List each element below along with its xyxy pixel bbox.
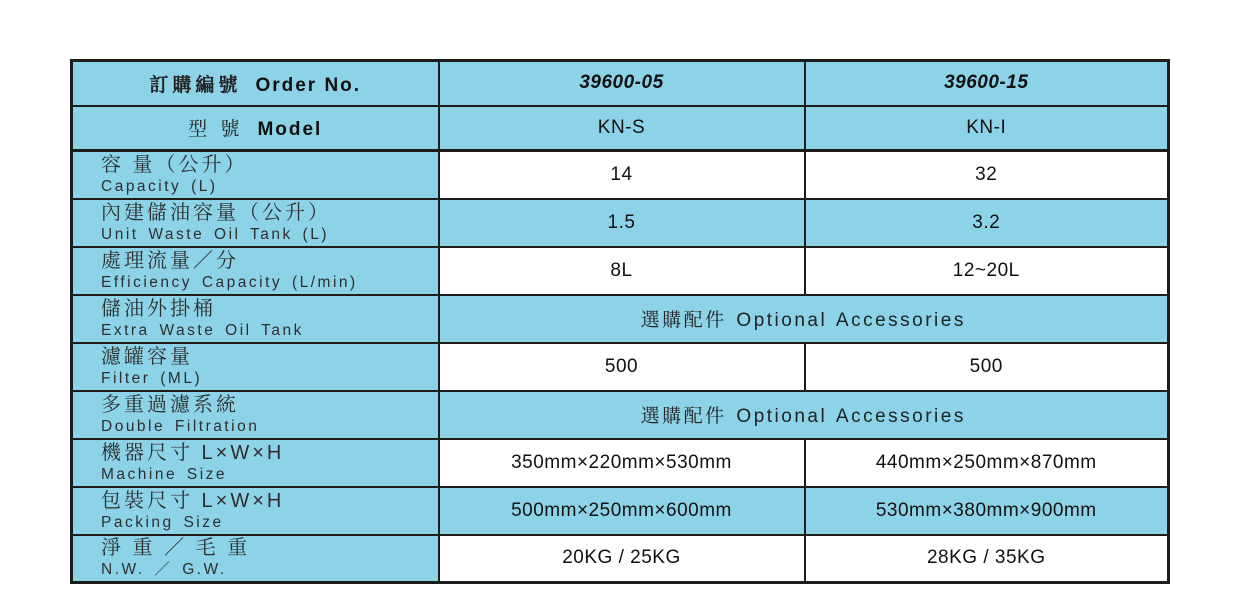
unit-waste-oil-tank-value-col2: 3.2 xyxy=(805,199,1169,247)
unit-waste-oil-tank-value-col1: 1.5 xyxy=(439,199,805,247)
row-filter xyxy=(72,343,1169,391)
extra-waste-oil-tank-merged-value: 選購配件 Optional Accessories xyxy=(439,295,1169,343)
machine-size-label-en: Machine Size xyxy=(101,465,228,483)
capacity-label-cell xyxy=(72,151,439,199)
order-no-value-col1: 39600-05 xyxy=(439,61,805,106)
model-value-col1: KN-S xyxy=(439,106,805,151)
filter-value-col1: 500 xyxy=(439,343,805,391)
net-gross-weight-value-col1: 20KG / 25KG xyxy=(439,535,805,583)
double-filtration-label-en: Double Filtration xyxy=(101,417,260,435)
row-efficiency-capacity xyxy=(72,247,1169,295)
efficiency-capacity-label-zh: 處理流量／分 xyxy=(101,249,239,272)
product-spec-table xyxy=(70,59,1170,584)
capacity-value-col1: 14 xyxy=(439,151,805,199)
filter-label-cell xyxy=(72,343,439,391)
packing-size-value-col1: 500mm×250mm×600mm xyxy=(439,487,805,535)
row-packing-size xyxy=(72,487,1169,535)
net-gross-weight-label-cell xyxy=(72,535,439,583)
double-filtration-label-zh: 多重過濾系統 xyxy=(101,393,239,416)
model-label-cell xyxy=(72,106,439,151)
row-extra-waste-oil-tank xyxy=(72,295,1169,343)
extra-waste-oil-tank-label-en: Extra Waste Oil Tank xyxy=(101,321,304,339)
machine-size-value-col1: 350mm×220mm×530mm xyxy=(439,439,805,487)
net-gross-weight-label-zh: 淨 重 ／ 毛 重 xyxy=(101,537,251,560)
row-unit-waste-oil-tank xyxy=(72,199,1169,247)
row-net-gross-weight xyxy=(72,535,1169,583)
extra-waste-oil-tank-label-cell xyxy=(72,295,439,343)
packing-size-label-cell xyxy=(72,487,439,535)
row-order-no xyxy=(72,61,1169,106)
model-value-col2: KN-I xyxy=(805,106,1169,151)
order-no-label-en: Order No. xyxy=(255,74,362,96)
net-gross-weight-label-en: N.W. ／ G.W. xyxy=(101,561,227,579)
capacity-label-zh: 容 量（公升） xyxy=(101,153,248,176)
efficiency-capacity-label-cell xyxy=(72,247,439,295)
filter-value-col2: 500 xyxy=(805,343,1169,391)
extra-waste-oil-tank-label-zh: 儲油外掛桶 xyxy=(101,297,216,320)
filter-label-en: Filter (ML) xyxy=(101,369,203,387)
order-no-value-col2: 39600-15 xyxy=(805,61,1169,106)
packing-size-label-en: Packing Size xyxy=(101,513,224,531)
double-filtration-label-cell xyxy=(72,391,439,439)
double-filtration-merged-value: 選購配件 Optional Accessories xyxy=(439,391,1169,439)
row-capacity xyxy=(72,151,1169,199)
unit-waste-oil-tank-label-cell xyxy=(72,199,439,247)
machine-size-label-cell xyxy=(72,439,439,487)
row-double-filtration xyxy=(72,391,1169,439)
packing-size-value-col2: 530mm×380mm×900mm xyxy=(805,487,1169,535)
efficiency-capacity-label-en: Efficiency Capacity (L/min) xyxy=(101,273,358,291)
efficiency-capacity-value-col2: 12~20L xyxy=(805,247,1169,295)
unit-waste-oil-tank-label-zh: 內建儲油容量（公升） xyxy=(101,201,331,224)
model-label-en: Model xyxy=(257,119,323,141)
row-machine-size xyxy=(72,439,1169,487)
capacity-value-col2: 32 xyxy=(805,151,1169,199)
machine-size-label-zh: 機器尺寸 L×W×H xyxy=(101,441,285,464)
net-gross-weight-value-col2: 28KG / 35KG xyxy=(805,535,1169,583)
unit-waste-oil-tank-label-en: Unit Waste Oil Tank (L) xyxy=(101,225,329,243)
filter-label-zh: 濾罐容量 xyxy=(101,345,193,368)
row-model xyxy=(72,106,1169,151)
order-no-label-cell xyxy=(72,61,439,106)
model-label-zh: 型 號 xyxy=(188,119,244,141)
efficiency-capacity-value-col1: 8L xyxy=(439,247,805,295)
order-no-label-zh: 訂購編號 xyxy=(149,74,242,96)
capacity-label-en: Capacity (L) xyxy=(101,177,218,195)
packing-size-label-zh: 包裝尺寸 L×W×H xyxy=(101,489,285,512)
machine-size-value-col2: 440mm×250mm×870mm xyxy=(805,439,1169,487)
